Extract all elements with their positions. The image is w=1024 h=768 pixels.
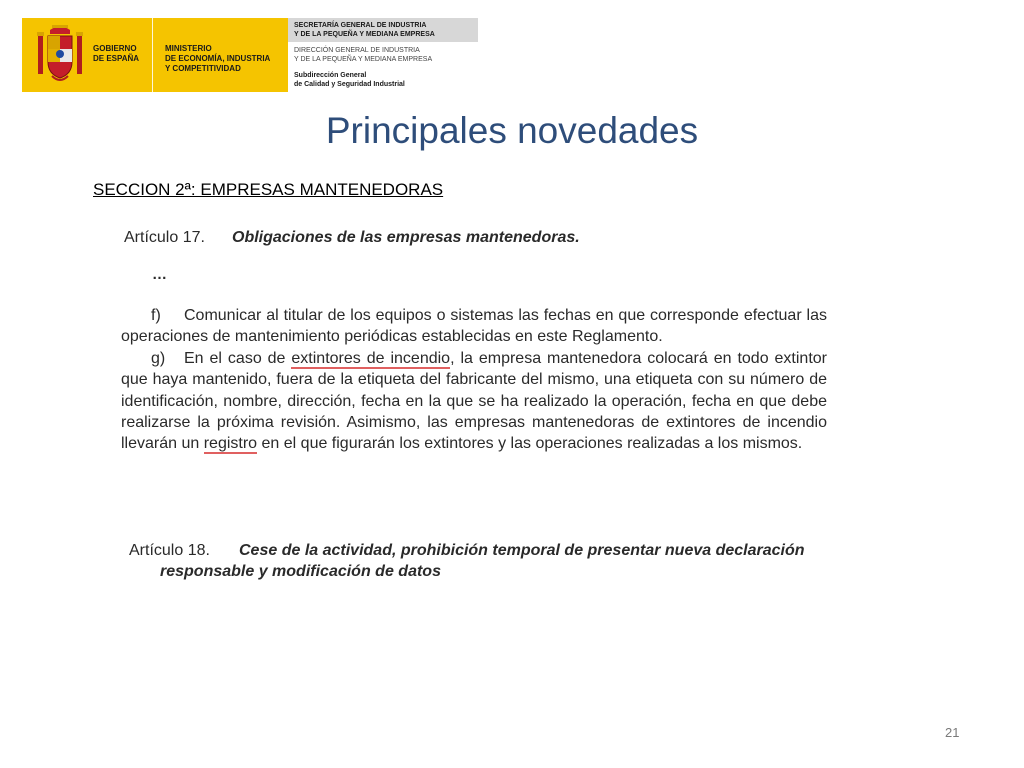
paragraph-g — [121, 348, 827, 454]
ministerio-label: MINISTERIO DE ECONOMÍA, INDUSTRIA Y COMPETITIVIDAD — [165, 44, 271, 73]
paragraph-g-text-1: En el caso de — [184, 350, 292, 367]
page-number: 21 — [945, 725, 960, 740]
highlight-registro: registro — [203, 435, 258, 453]
direccion-label: DIRECCIÓN GENERAL DE INDUSTRIA Y DE LA PEQUEÑA Y MEDIANA EMPRESA — [294, 47, 433, 63]
article17-heading — [124, 229, 580, 247]
paragraph-g-marker: g) — [151, 350, 166, 367]
highlight-extintores-de-incendio: extintores de incendio — [291, 350, 451, 367]
article17-number: Artículo 17. — [124, 229, 205, 246]
gobierno-label: GOBIERNO DE ESPAÑA — [93, 44, 140, 63]
article17-title: Obligaciones de las empresas mantenedoras. — [232, 229, 580, 246]
article18-heading — [129, 540, 849, 582]
ministry-banner — [22, 18, 478, 92]
paragraph-g-text-3: en el que figurarán los extintores y las operaciones realizadas a los mismos. — [257, 435, 803, 453]
coat-of-arms-icon — [36, 24, 84, 86]
article18-title-line2: responsable y modificación de datos — [160, 563, 441, 580]
slide-title: Principales novedades — [325, 110, 699, 151]
subdireccion-label: Subdirección General de Calidad y Seguridad Industrial — [294, 72, 405, 88]
secretaria-label: SECRETARÍA GENERAL DE INDUSTRIA Y DE LA PEQUEÑA Y MEDIANA EMPRESA — [294, 22, 435, 38]
paragraph-g-text-2: , la empresa mantenedora colocará en todo extintor que haya mantenido, fuera de la etiqueta del fabricante del mismo, una etiqueta con su número de identificación, nombre, dirección, fecha en la que se ha realizado la operación, fecha en que debe realizarse la próxima revisión. Asimismo, las empresas mantenedoras de extintores de incendio llevarán un — [121, 350, 827, 453]
paragraph-f-text: Comunicar al titular de los equipos o sistemas las fechas en que corresponde efectuar las operaciones de mantenimiento periódicas establecidas en este Reglamento. — [121, 307, 827, 346]
paragraph-f-marker: f) — [151, 307, 161, 324]
paragraph-f — [121, 305, 827, 348]
ellipsis-marker: … — [152, 266, 167, 283]
article18-number: Artículo 18. — [129, 542, 210, 559]
banner-divider — [152, 18, 153, 92]
section-heading: SECCION 2ª: EMPRESAS MANTENEDORAS — [93, 180, 444, 199]
article18-title-line1: Cese de la actividad, prohibición temporal de presentar nueva declaración — [239, 542, 805, 559]
